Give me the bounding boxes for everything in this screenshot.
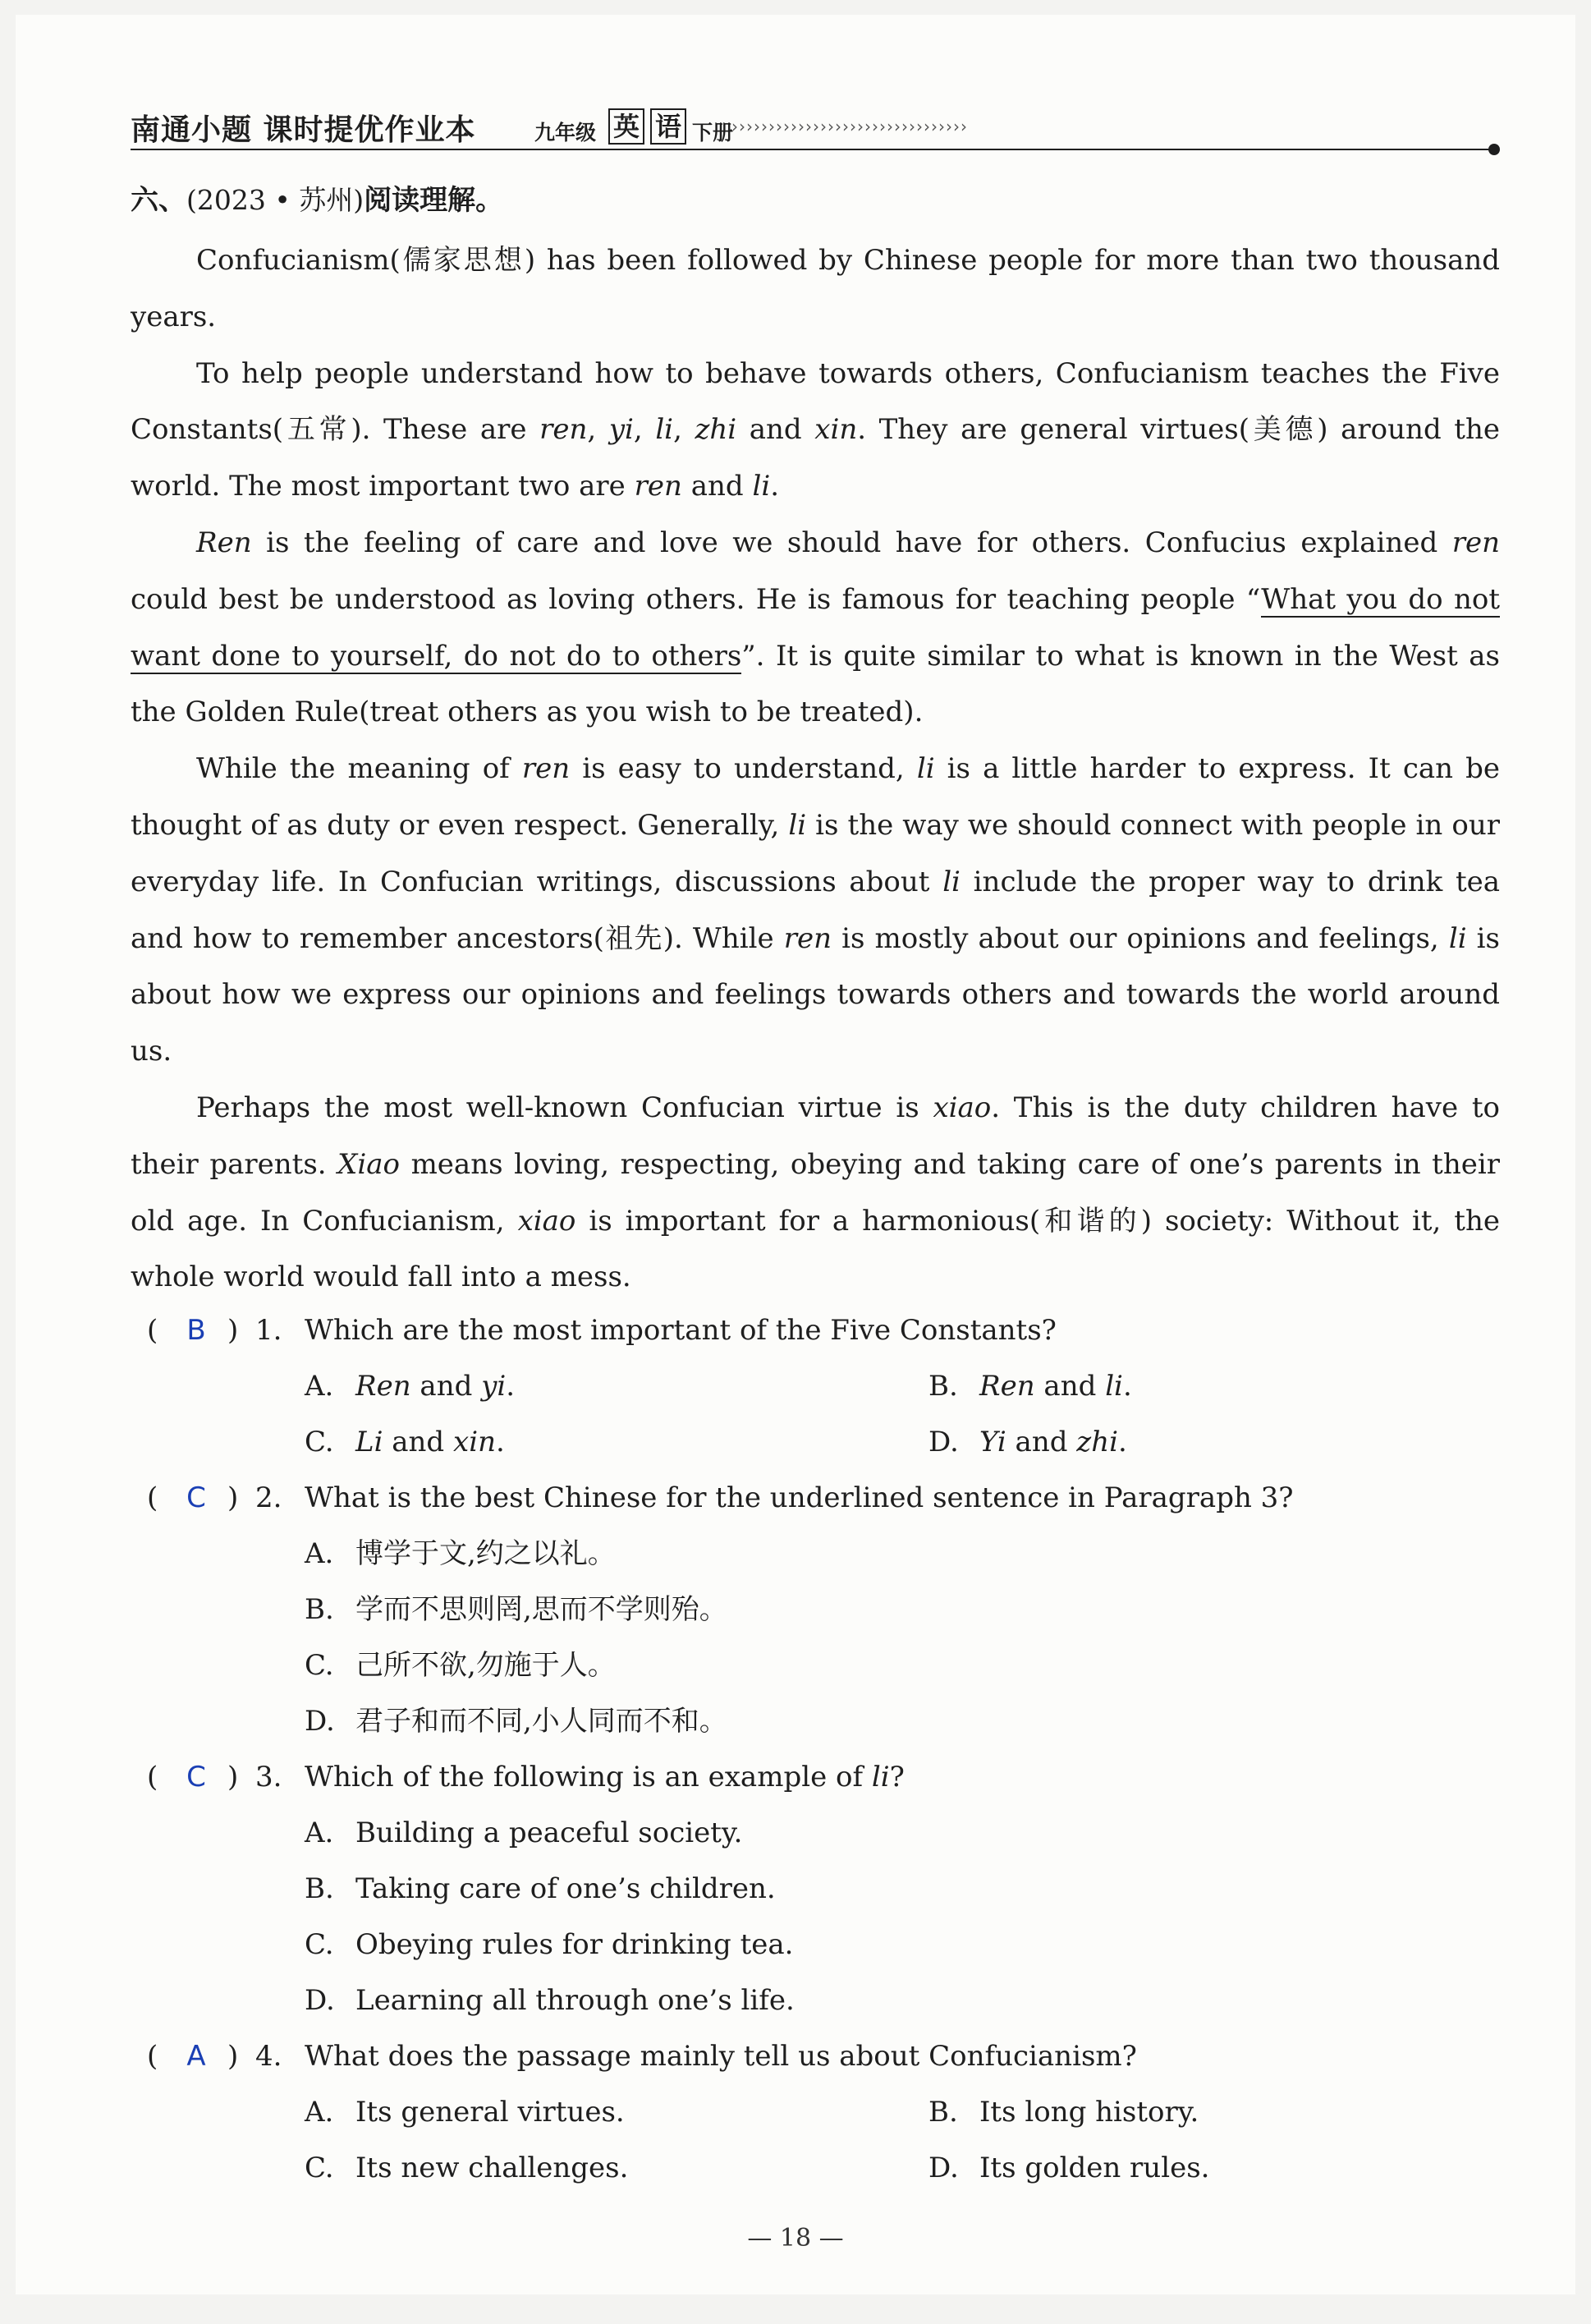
q3-option-c[interactable]: C. Obeying rules for drinking tea. bbox=[305, 1928, 794, 1961]
workbook-page: 南通小题 课时提优作业本 九年级 英 语 下册 ›››››››››››››››››››››››››››››››› 六、(2023 • 苏州)阅读理解。 Confucianism(儒家思想) has been followed by Chinese people for more than two thousand years. To help people understand how to behave towards others, Confucianism teaches the Five Constants(五常). These are ren, yi, li, zhi and xin. They are general virtues(美德) around the world. The most important two are ren and li. Ren is the feeling of care and love we should have for others. Confucius explained ren could best be understood as loving others. He is famous for teaching people “What you do not want done to yourself, do not do to others”. It is quite similar to what is known in the West as the Golden Rule(treat others as you wish to be treated). While the meaning of ren is easy to understand, li is a little harder to express. It can be thought of as duty or even respect. Generally, li is the way we should connect with people in our everyday life. In Confucian writings, discussions about li include the proper way to drink tea and how to remember ancestors(祖先). While ren is mostly about our opinions and feelings, li is about how we express our opinions and feelings towards others and towards the world around us. Perhaps the most well-known Confucian virtue is xiao. This is the duty children have to their parents. Xiao means loving, respecting, obeying and taking care of one’s parents in their old age. In Confucianism, xiao is important for a harmonious(和谐的) society: Without it, the whole world would fall into a mess. ( B ) 1. Which are the most important of the Five Constants? A. Ren and yi. B. Ren and li. C. Li and xin. D. Yi and zhi. ( C ) 2. What is the best Chinese for the underlined sentence in Paragraph 3? A. 博学于文,约之以礼。 B. 学而不思则罔,思而不学则殆。 C. 己所不欲,勿施于人。 D. 君子和而不同,小人同而不和。 ( C ) 3. Which of the following is an example of li? A. Building a peaceful society. B. Taking care of one’s children. C. Obeying rules for drinking tea. D. Learning all through one’s life. ( A ) 4. What does the passage mainly tell us about Confucianism? A. Its general virtues. B. Its long history. C. Its new challenges. D. Its golden rules. — 18 — bbox=[16, 15, 1575, 2294]
question-number: 3. bbox=[255, 1761, 282, 1794]
q1-option-b[interactable]: B. Ren and li. bbox=[928, 1370, 1132, 1403]
paragraph-2: To help people understand how to behave towards others, Confucianism teaches the Five Constants(五常). These are ren, yi, li, zhi and xin. They are general virtues(美德) around the world. The most important two are ren and li. bbox=[131, 356, 1500, 503]
term-label: 下册 bbox=[692, 121, 734, 145]
section-number: 六、 bbox=[131, 184, 186, 217]
question-text: Which of the following is an example of li? bbox=[305, 1761, 905, 1794]
question-number: 4. bbox=[255, 2040, 282, 2073]
section-source: (2023 • 苏州) bbox=[186, 184, 365, 216]
q1-option-c[interactable]: C. Li and xin. bbox=[305, 1426, 505, 1458]
grade-label: 九年级 bbox=[534, 121, 597, 145]
header-arrows: ›››››››››››››››››››››››››››››››› bbox=[731, 117, 968, 136]
q2-option-c[interactable]: C. 己所不欲,勿施于人。 bbox=[305, 1649, 616, 1682]
question-text: What is the best Chinese for the underlined sentence in Paragraph 3? bbox=[305, 1481, 1294, 1514]
reading-passage bbox=[131, 232, 1500, 1306]
q3-option-a[interactable]: A. Building a peaceful society. bbox=[305, 1816, 743, 1849]
answer-4[interactable]: A bbox=[186, 2040, 206, 2073]
q2-option-a[interactable]: A. 博学于文,约之以礼。 bbox=[305, 1537, 616, 1570]
q3-option-b[interactable]: B. Taking care of one’s children. bbox=[305, 1872, 776, 1905]
question-number: 1. bbox=[255, 1314, 282, 1347]
question-number: 2. bbox=[255, 1481, 282, 1514]
paragraph-3: Ren is the feeling of care and love we should have for others. Confucius explained ren could best be understood as loving others. He is famous for teaching people “What you do not want done to yourself, do not do to others”. It is quite similar to what is known in the West as the Golden Rule(treat others as you wish to be treated). bbox=[131, 526, 1501, 729]
question-text: Which are the most important of the Five Constants? bbox=[305, 1314, 1057, 1347]
header-rule-dot bbox=[1488, 144, 1500, 155]
q4-option-a[interactable]: A. Its general virtues. bbox=[305, 2096, 625, 2129]
q4-option-b[interactable]: B. Its long history. bbox=[928, 2096, 1199, 2129]
q4-option-c[interactable]: C. Its new challenges. bbox=[305, 2152, 629, 2184]
page-header bbox=[131, 107, 1510, 156]
q1-option-a[interactable]: A. Ren and yi. bbox=[305, 1370, 516, 1403]
q3-option-d[interactable]: D. Learning all through one’s life. bbox=[305, 1984, 795, 2017]
book-title: 南通小题 课时提优作业本 bbox=[131, 113, 476, 147]
paragraph-1: Confucianism(儒家思想) has been followed by Chinese people for more than two thousand years. bbox=[131, 244, 1500, 333]
answer-1[interactable]: B bbox=[186, 1314, 206, 1347]
section-heading bbox=[131, 177, 503, 218]
answer-3[interactable]: C bbox=[186, 1761, 206, 1794]
paragraph-4: While the meaning of ren is easy to understand, li is a little harder to express. It can be thought of as duty or even respect. Generally, li is the way we should connect with people in our everyday life. In Confucian writings, discussions about li include the proper way to drink tea and how to remember ancestors(祖先). While ren is mostly about our opinions and feelings, li is about how we express our opinions and feelings towards others and towards the world around us. bbox=[131, 752, 1500, 1068]
q4-option-d[interactable]: D. Its golden rules. bbox=[928, 2152, 1210, 2184]
q2-option-b[interactable]: B. 学而不思则罔,思而不学则殆。 bbox=[305, 1593, 727, 1626]
subject-char-2: 语 bbox=[650, 108, 686, 145]
header-rule bbox=[131, 149, 1493, 150]
paragraph-5: Perhaps the most well-known Confucian virtue is xiao. This is the duty children have to their parents. Xiao means loving, respecting, obeying and taking care of one’s parents in their old age. In Confucianism, xiao is important for a harmonious(和谐的) society: Without it, the whole world would fall into a mess. bbox=[131, 1091, 1500, 1294]
section-title: 阅读理解。 bbox=[364, 184, 504, 217]
q1-option-d[interactable]: D. Yi and zhi. bbox=[928, 1426, 1127, 1458]
underlined-sentence: What you do not want done to yourself, do not do to others bbox=[131, 582, 1500, 673]
question-text: What does the passage mainly tell us about Confucianism? bbox=[305, 2040, 1137, 2073]
page-number: — 18 — bbox=[747, 2224, 844, 2253]
q2-option-d[interactable]: D. 君子和而不同,小人同而不和。 bbox=[305, 1705, 727, 1738]
subject-char-1: 英 bbox=[608, 108, 644, 145]
answer-2[interactable]: C bbox=[186, 1481, 206, 1514]
